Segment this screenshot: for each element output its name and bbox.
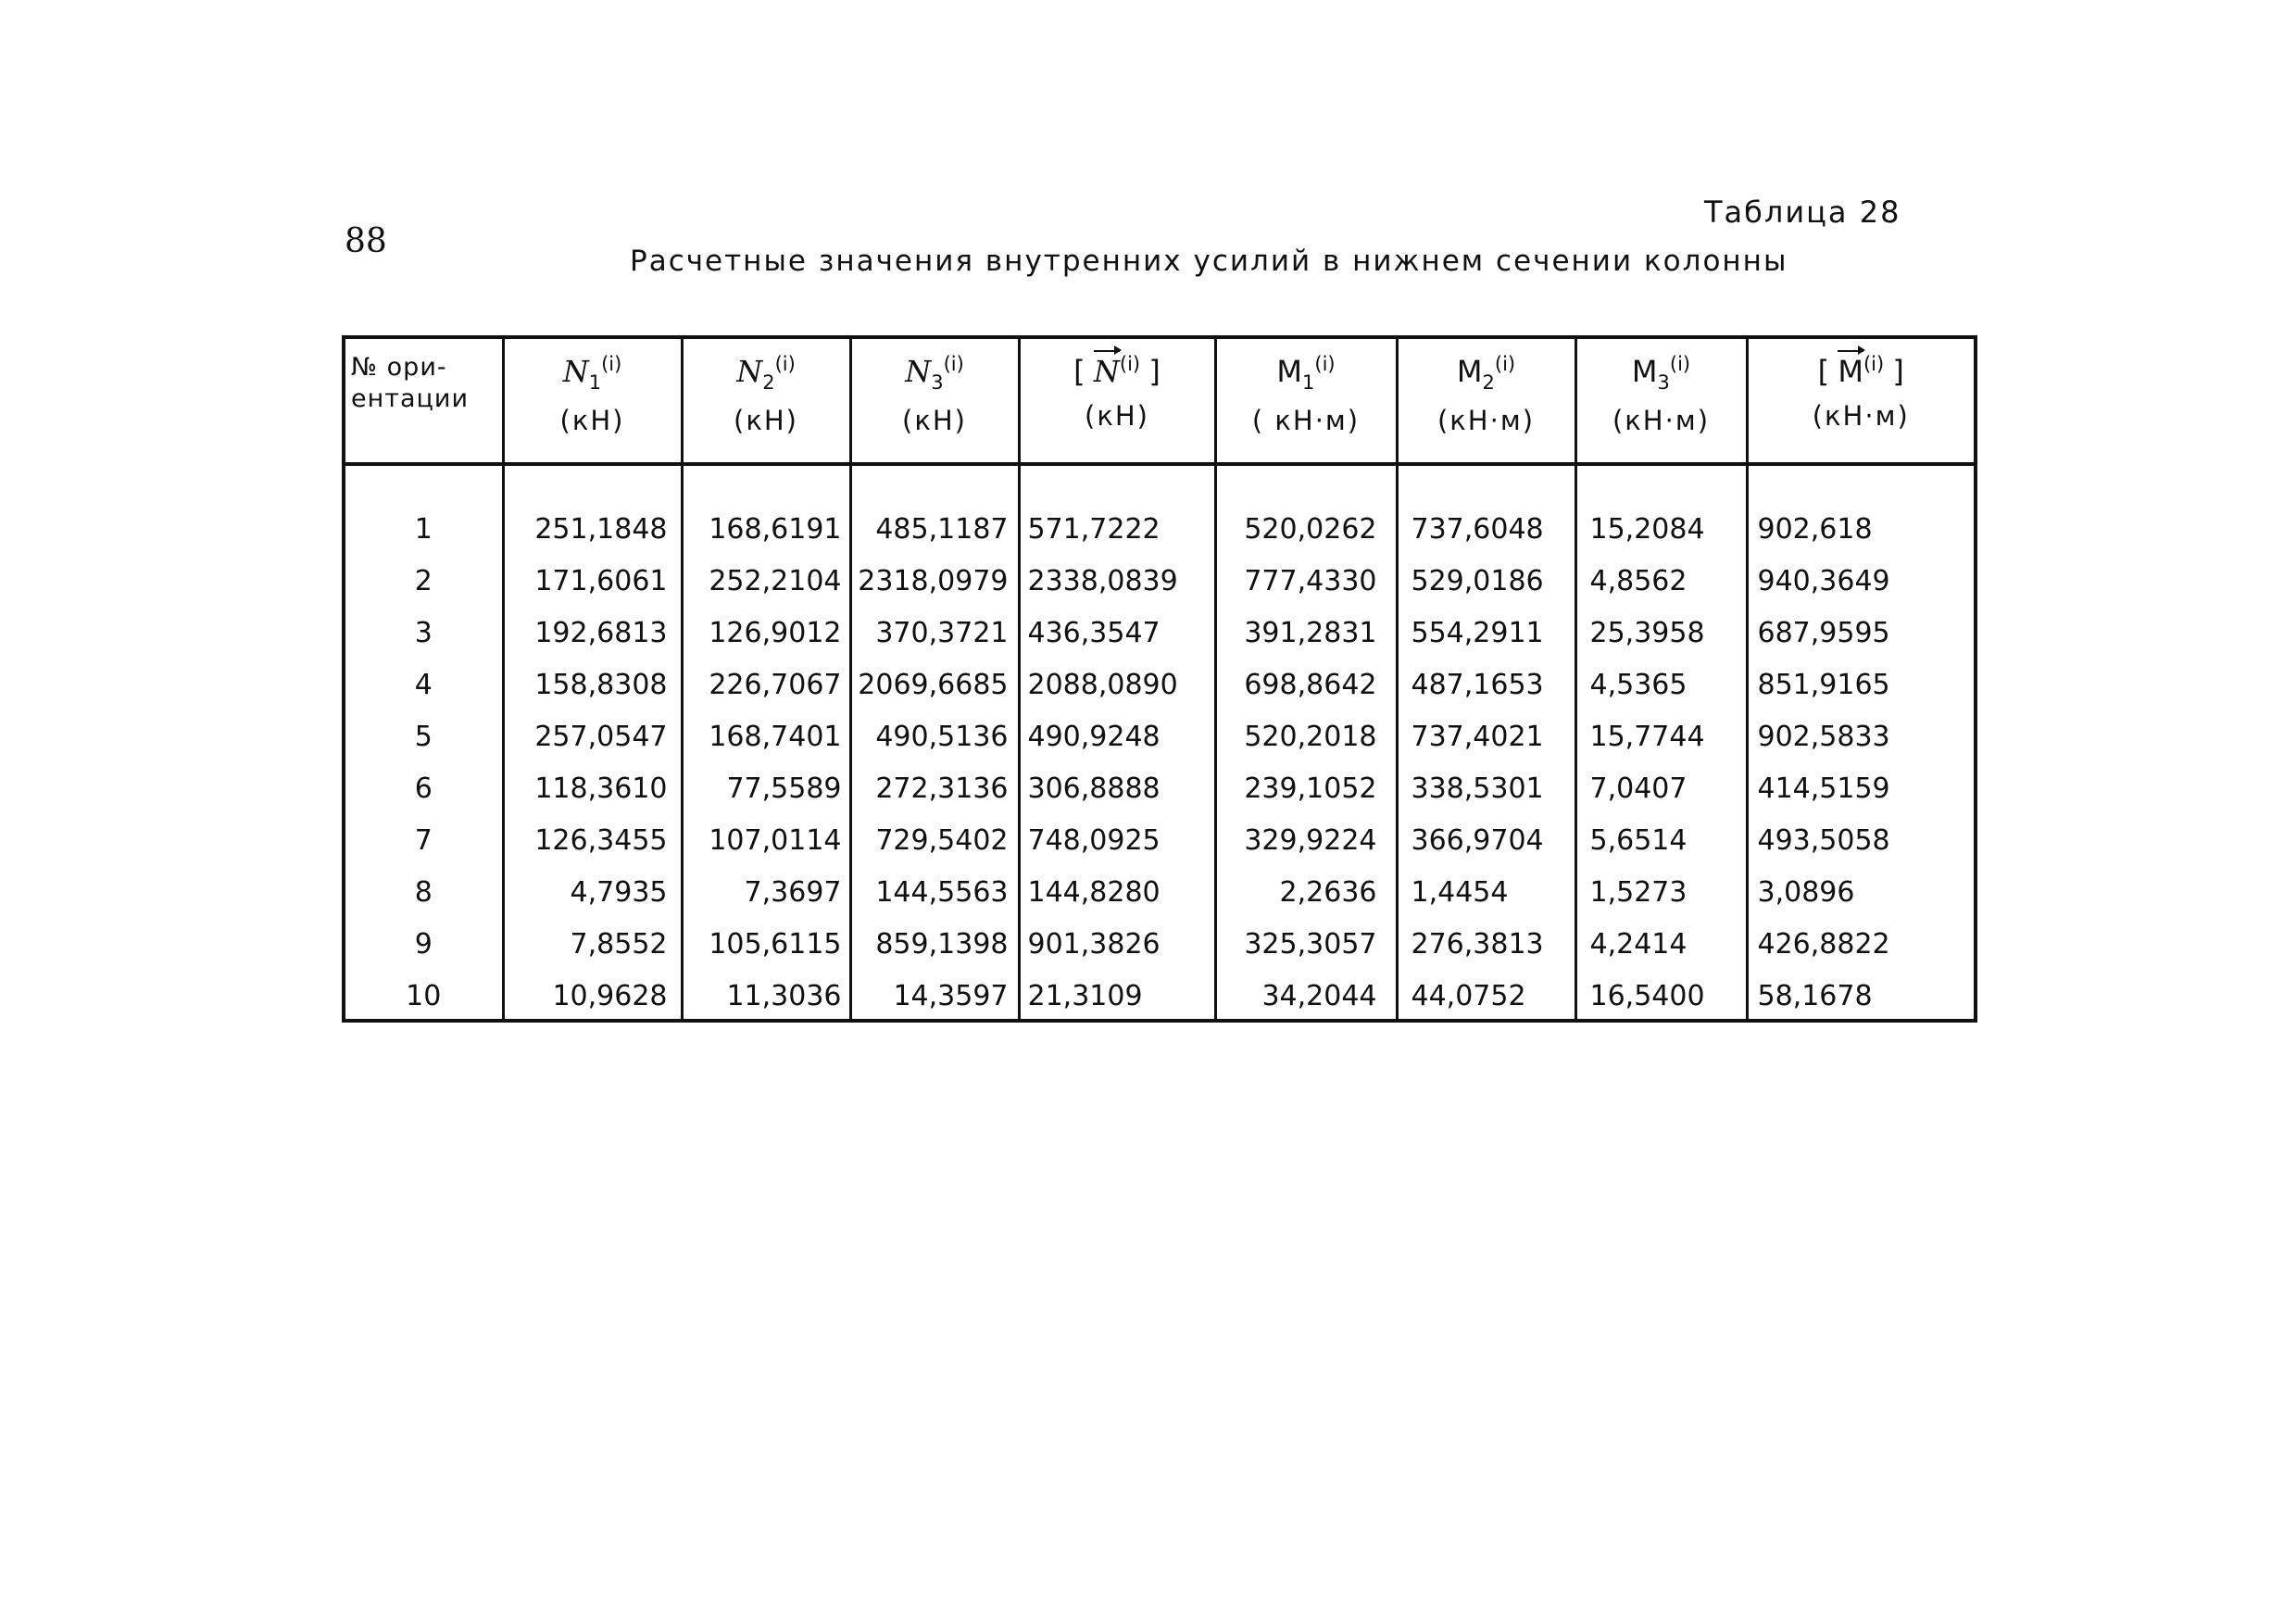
cell-m-norm: 851,9165: [1747, 659, 1974, 710]
header-m1-symbol: M: [1276, 354, 1302, 389]
cell-n2: 11,3036: [682, 970, 850, 1022]
page-number: 88: [345, 222, 387, 260]
spacer-cell: [1019, 464, 1215, 503]
cell-n2: 226,7067: [682, 659, 850, 710]
cell-orientation: 6: [414, 772, 433, 805]
cell-m1: 2,2636: [1215, 866, 1397, 918]
header-n2-sub: 2: [762, 371, 775, 394]
header-n1-sub: 1: [588, 371, 602, 394]
header-m3-sup: (i): [1669, 353, 1691, 375]
cell-m-norm: 940,3649: [1747, 555, 1974, 607]
header-m-norm-close: ]: [1892, 354, 1904, 389]
header-orientation-label: № ори- ентации: [351, 353, 470, 413]
cell-m-norm: 426,8822: [1747, 918, 1974, 970]
cell-n-norm: 306,8888: [1019, 762, 1215, 814]
cell-orientation: 10: [406, 979, 442, 1012]
cell-n2: 168,7401: [682, 710, 850, 762]
table-row: [345, 970, 1974, 1022]
header-n2-unit: (кН): [734, 405, 798, 437]
cell-m-norm: 493,5058: [1747, 814, 1974, 866]
cell-m1: 777,4330: [1215, 555, 1397, 607]
cell-n2: 77,5589: [682, 762, 850, 814]
header-m1-sub: 1: [1302, 371, 1315, 394]
spacer-cell: [503, 464, 682, 503]
cell-m3: 16,5400: [1575, 970, 1747, 1022]
cell-m1: 329,9224: [1215, 814, 1397, 866]
cell-m2: 366,9704: [1397, 814, 1575, 866]
cell-m1: 520,0262: [1215, 503, 1397, 555]
cell-m2: 737,6048: [1397, 503, 1575, 555]
header-orientation: [345, 339, 503, 464]
cell-m3: 4,8562: [1575, 555, 1747, 607]
cell-n-norm: 490,9248: [1019, 710, 1215, 762]
cell-n1: 7,8552: [503, 918, 682, 970]
cell-m3: 15,7744: [1575, 710, 1747, 762]
cell-n1: 192,6813: [503, 607, 682, 659]
header-n1-unit: (кН): [559, 405, 625, 437]
cell-m2: 44,0752: [1397, 970, 1575, 1022]
cell-m3: 7,0407: [1575, 762, 1747, 814]
table-spacer-row: [345, 464, 1974, 503]
cell-n3: 2318,0979: [850, 555, 1019, 607]
cell-n2: 107,0114: [682, 814, 850, 866]
cell-m-norm: 3,0896: [1747, 866, 1974, 918]
cell-n3: 14,3597: [850, 970, 1019, 1022]
cell-n1: 158,8308: [503, 659, 682, 710]
spacer-cell: [850, 464, 1019, 503]
cell-orientation: 1: [414, 512, 433, 546]
table-row: [345, 710, 1974, 762]
table-row: [345, 918, 1974, 970]
table-row: [345, 762, 1974, 814]
header-m2-sup: (i): [1494, 353, 1516, 375]
header-n2-sup: (i): [774, 353, 796, 375]
header-n3-unit: (кН): [902, 405, 967, 437]
cell-m3: 5,6514: [1575, 814, 1747, 866]
table-row: [345, 503, 1974, 555]
cell-m2: 276,3813: [1397, 918, 1575, 970]
header-n3-sub: 3: [931, 371, 944, 394]
header-m3: [1575, 339, 1747, 464]
table-row: [345, 555, 1974, 607]
header-m-norm-open: [: [1817, 354, 1830, 389]
header-n-norm-close: ]: [1148, 354, 1161, 389]
cell-n2: 7,3697: [682, 866, 850, 918]
header-m1-unit: ( кН·м): [1251, 405, 1361, 437]
cell-n3: 370,3721: [850, 607, 1019, 659]
header-m1-sup: (i): [1314, 353, 1336, 375]
header-n-norm-symbol: N: [1093, 354, 1120, 389]
cell-n3: 485,1187: [850, 503, 1019, 555]
cell-n2: 126,9012: [682, 607, 850, 659]
cell-m1: 34,2044: [1215, 970, 1397, 1022]
cell-n-norm: 748,0925: [1019, 814, 1215, 866]
table-row: [345, 866, 1974, 918]
header-n1-symbol: N: [562, 354, 589, 389]
cell-n2: 105,6115: [682, 918, 850, 970]
cell-m3: 15,2084: [1575, 503, 1747, 555]
cell-n-norm: 436,3547: [1019, 607, 1215, 659]
cell-n3: 272,3136: [850, 762, 1019, 814]
cell-m2: 554,2911: [1397, 607, 1575, 659]
header-row: [345, 339, 1974, 464]
cell-orientation: 7: [414, 823, 433, 857]
spacer-cell: [1215, 464, 1397, 503]
spacer-cell: [1747, 464, 1974, 503]
cell-n1: 4,7935: [503, 866, 682, 918]
header-n3: [850, 339, 1019, 464]
cell-orientation: 4: [414, 668, 433, 701]
cell-n-norm: 144,8280: [1019, 866, 1215, 918]
header-n-norm-unit: (кН): [1085, 400, 1149, 432]
spacer-cell: [682, 464, 850, 503]
cell-orientation: 3: [414, 616, 433, 649]
cell-n3: 490,5136: [850, 710, 1019, 762]
cell-n3: 2069,6685: [850, 659, 1019, 710]
header-m-norm-symbol: M: [1838, 354, 1863, 389]
cell-n-norm: 2088,0890: [1019, 659, 1215, 710]
header-n-norm: [1019, 339, 1215, 464]
cell-orientation: 5: [414, 720, 433, 753]
cell-m2: 737,4021: [1397, 710, 1575, 762]
cell-n3: 144,5563: [850, 866, 1019, 918]
header-n3-symbol: N: [905, 354, 932, 389]
cell-m2: 487,1653: [1397, 659, 1575, 710]
cell-m3: 4,5365: [1575, 659, 1747, 710]
cell-m2: 338,5301: [1397, 762, 1575, 814]
cell-n1: 251,1848: [503, 503, 682, 555]
spacer-cell: [345, 464, 503, 503]
header-m-norm-unit: (кН·м): [1812, 400, 1910, 432]
header-m2-unit: (кН·м): [1437, 405, 1536, 437]
cell-m2: 529,0186: [1397, 555, 1575, 607]
header-n2-symbol: N: [736, 354, 763, 389]
cell-m-norm: 414,5159: [1747, 762, 1974, 814]
header-n1-sup: (i): [601, 353, 622, 375]
cell-m-norm: 902,618: [1747, 503, 1974, 555]
cell-m3: 25,3958: [1575, 607, 1747, 659]
cell-n-norm: 571,7222: [1019, 503, 1215, 555]
header-n2: [682, 339, 850, 464]
cell-m1: 239,1052: [1215, 762, 1397, 814]
cell-m1: 520,2018: [1215, 710, 1397, 762]
cell-m1: 698,8642: [1215, 659, 1397, 710]
table-title: Расчетные значения внутренних усилий в нижнем сечении колонны: [630, 245, 1788, 278]
table-row: [345, 659, 1974, 710]
cell-n1: 126,3455: [503, 814, 682, 866]
table-row: [345, 814, 1974, 866]
header-m2-symbol: M: [1456, 354, 1483, 389]
header-m3-unit: (кН·м): [1612, 405, 1711, 437]
header-m2: [1397, 339, 1575, 464]
header-m3-symbol: M: [1631, 354, 1658, 389]
header-m1: [1215, 339, 1397, 464]
cell-n3: 729,5402: [850, 814, 1019, 866]
cell-m2: 1,4454: [1397, 866, 1575, 918]
cell-n1: 118,3610: [503, 762, 682, 814]
header-n3-sup: (i): [943, 353, 964, 375]
results-table: [342, 335, 1977, 1023]
header-n1: [503, 339, 682, 464]
header-m-norm-sup: (i): [1863, 353, 1885, 375]
cell-m3: 4,2414: [1575, 918, 1747, 970]
spacer-cell: [1397, 464, 1575, 503]
cell-m3: 1,5273: [1575, 866, 1747, 918]
cell-n1: 10,9628: [503, 970, 682, 1022]
cell-n2: 252,2104: [682, 555, 850, 607]
cell-orientation: 2: [414, 564, 433, 597]
cell-n-norm: 901,3826: [1019, 918, 1215, 970]
cell-n2: 168,6191: [682, 503, 850, 555]
cell-n-norm: 2338,0839: [1019, 555, 1215, 607]
table-label: Таблица 28: [1704, 195, 1901, 230]
cell-m1: 391,2831: [1215, 607, 1397, 659]
cell-n1: 257,0547: [503, 710, 682, 762]
cell-m-norm: 687,9595: [1747, 607, 1974, 659]
cell-n1: 171,6061: [503, 555, 682, 607]
header-m2-sub: 2: [1482, 371, 1495, 394]
header-m3-sub: 3: [1657, 371, 1670, 394]
cell-n3: 859,1398: [850, 918, 1019, 970]
header-n-norm-open: [: [1073, 354, 1085, 389]
cell-n-norm: 21,3109: [1019, 970, 1215, 1022]
cell-m1: 325,3057: [1215, 918, 1397, 970]
cell-orientation: 8: [414, 875, 433, 909]
header-m-norm: [1747, 339, 1974, 464]
spacer-cell: [1575, 464, 1747, 503]
cell-m-norm: 58,1678: [1747, 970, 1974, 1022]
cell-orientation: 9: [414, 927, 433, 961]
table-row: [345, 607, 1974, 659]
cell-m-norm: 902,5833: [1747, 710, 1974, 762]
header-n-norm-sup: (i): [1119, 353, 1141, 375]
